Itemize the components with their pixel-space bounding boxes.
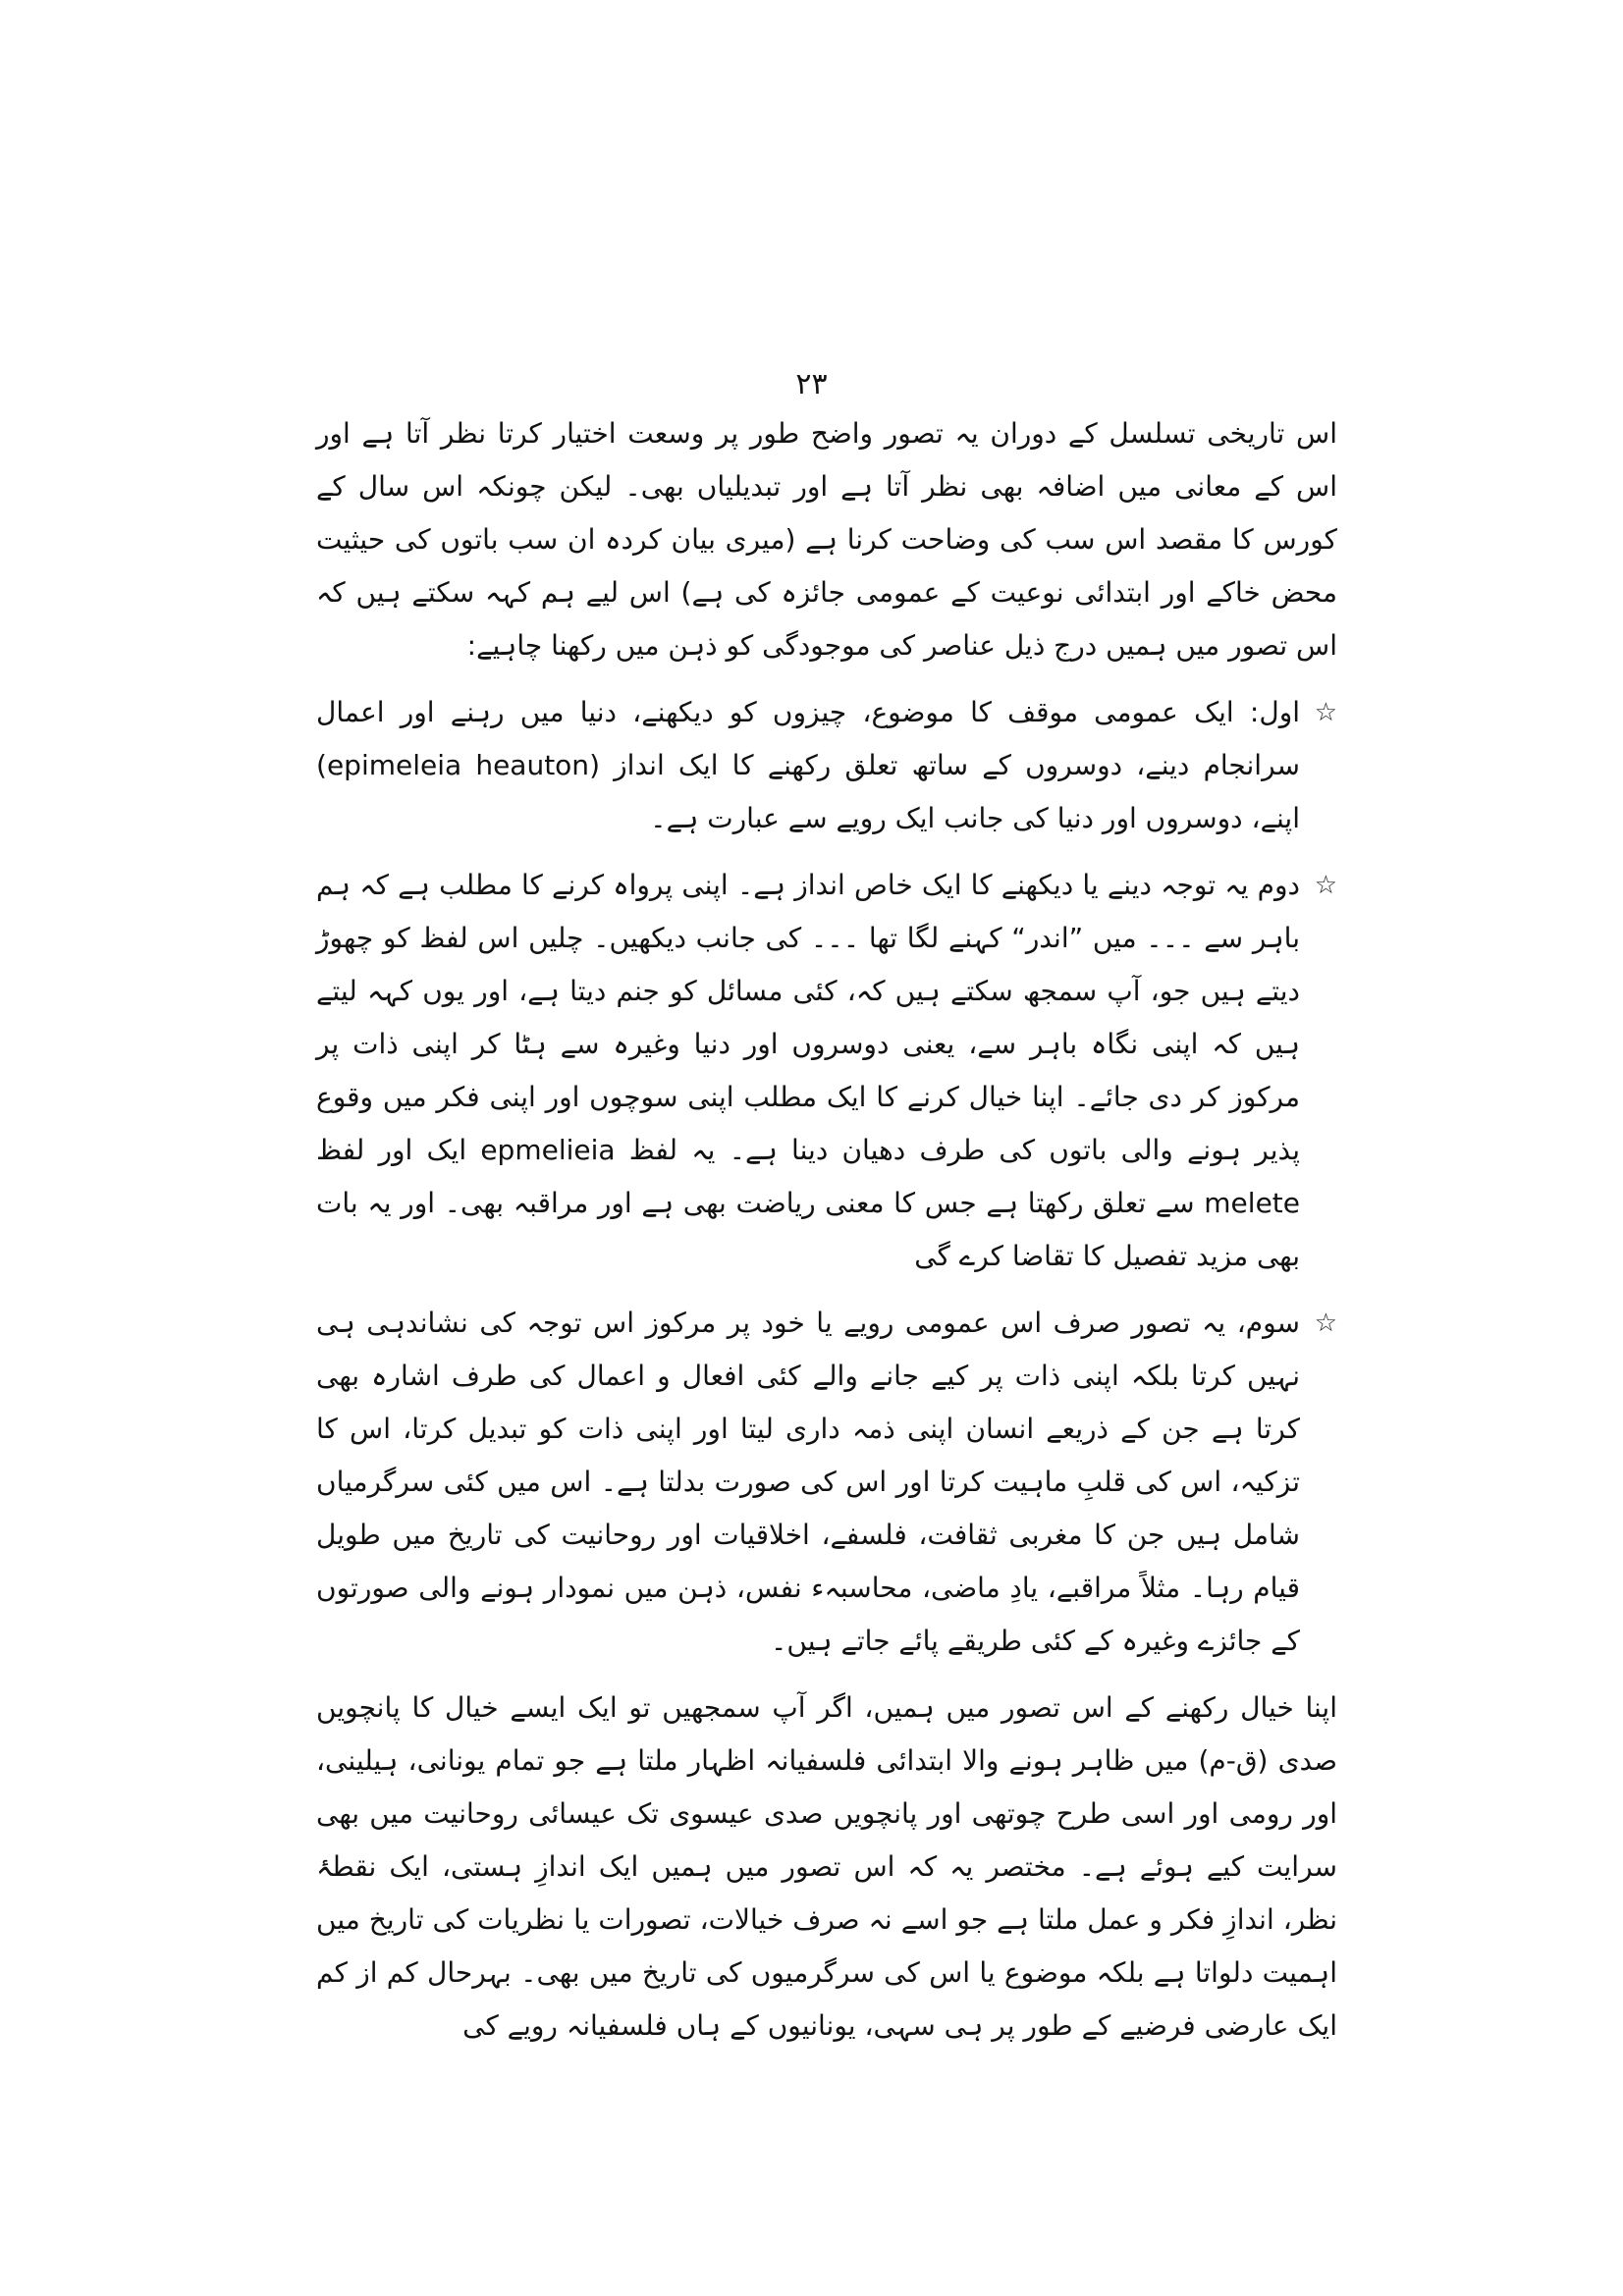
page-number: ۲۳ [795,367,828,401]
body-text [316,407,1337,2066]
bullet-item-2 [316,859,1337,1283]
bullet-item-1 [316,686,1337,845]
star-outline-icon: ☆ [1314,1308,1337,1338]
bullet-list [316,686,1337,1668]
bullet-item-3 [316,1297,1337,1668]
bullet-text-1: اول: ایک عمومی موقف کا موضوع، چیزوں کو دیکھنے، دنیا میں رہنے اور اعمال سرانجام دینے، دوسروں کے ساتھ تعلق رکھنے کا ایک انداز (epimeleia heauton) اپنے، دوسروں اور دنیا کی جانب ایک رویے سے عبارت ہے۔ [316,696,1300,834]
bullet-text-3: سوم، یہ تصور صرف اس عمومی رویے یا خود پر مرکوز اس توجہ کی نشاندہی ہی نہیں کرتا بلکہ اپنی ذات پر کیے جانے والے کئی افعال و اعمال کی طرف اشارہ بھی کرتا ہے جن کے ذریعے انسان اپنی ذمہ داری لیتا اور اپنی ذات کو تبدیل کرتا، اس کا تزکیہ، اس کی قلبِ ماہیت کرتا اور اس کی صورت بدلتا ہے۔ اس میں کئی سرگرمیاں شامل ہیں جن کا مغربی ثقافت، فلسفے، اخلاقیات اور روحانیت کی تاریخ میں طویل قیام رہا۔ مثلاً مراقبے، یادِ ماضی، محاسبہء نفس، ذہن میں نمودار ہونے والی صورتوں کے جائزے وغیرہ کے کئی طریقے پائے جاتے ہیں۔ [316,1307,1300,1657]
bullet-text-2: دوم یہ توجہ دینے یا دیکھنے کا ایک خاص انداز ہے۔ اپنی پرواہ کرنے کا مطلب ہے کہ ہم باہر سے ۔۔۔ میں ”اندر“ کہنے لگا تھا ۔۔۔ کی جانب دیکھیں۔ چلیں اس لفظ کو چھوڑ دیتے ہیں جو، آپ سمجھ سکتے ہیں کہ، کئی مسائل کو جنم دیتا ہے، اور یوں کہہ لیتے ہیں کہ اپنی نگاہ باہر سے، یعنی دوسروں اور دنیا وغیرہ سے ہٹا کر اپنی ذات پر مرکوز کر دی جائے۔ اپنا خیال کرنے کا ایک مطلب اپنی سوچوں اور اپنی فکر میں وقوع پذیر ہونے والی باتوں کی طرف دھیان دینا ہے۔ یہ لفظ epmelieia ایک اور لفظ melete سے تعلق رکھتا ہے جس کا معنی ریاضت بھی ہے اور مراقبہ بھی۔ اور یہ بات بھی مزید تفصیل کا تقاضا کرے گی [316,869,1300,1272]
star-outline-icon: ☆ [1314,871,1337,900]
star-outline-icon: ☆ [1314,698,1337,727]
closing-paragraph: اپنا خیال رکھنے کے اس تصور میں ہمیں، اگر آپ سمجھیں تو ایک ایسے خیال کا پانچویں صدی (ق-م) میں ظاہر ہونے والا ابتدائی فلسفیانہ اظہار ملتا ہے جو تمام یونانی، ہیلینی، اور رومی اور اسی طرح چوتھی اور پانچویں صدی عیسوی تک عیسائی روحانیت میں بھی سرایت کیے ہوئے ہے۔ مختصر یہ کہ اس تصور میں ہمیں ایک اندازِ ہستی، ایک نقطۂ نظر، اندازِ فکر و عمل ملتا ہے جو اسے نہ صرف خیالات، تصورات یا نظریات کی تاریخ میں اہمیت دلواتا ہے بلکہ موضوع یا اس کی سرگرمیوں کی تاریخ میں بھی۔ بہرحال کم از کم ایک عارضی فرضیے کے طور پر ہی سہی، یونانیوں کے ہاں فلسفیانہ رویے کی [316,1691,1337,2042]
intro-paragraph: اس تاریخی تسلسل کے دوران یہ تصور واضح طور پر وسعت اختیار کرتا نظر آتا ہے اور اس کے معانی میں اضافہ بھی نظر آتا ہے اور تبدیلیاں بھی۔ لیکن چونکہ اس سال کے کورس کا مقصد اس سب کی وضاحت کرنا ہے (میری بیان کردہ ان سب باتوں کی حیثیت محض خاکے اور ابتدائی نوعیت کے عمومی جائزہ کی ہے) اس لیے ہم کہہ سکتے ہیں کہ اس تصور میں ہمیں درج ذیل عناصر کی موجودگی کو ذہن میں رکھنا چاہیے: [316,417,1337,662]
